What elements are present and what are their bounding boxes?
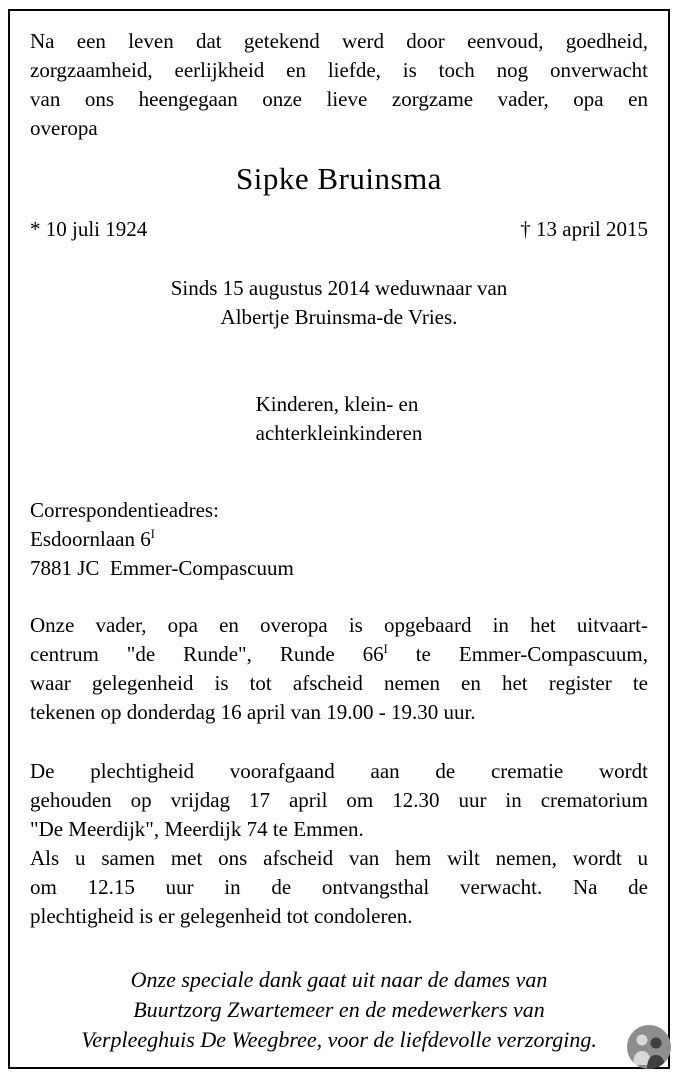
ceremony-line: om 12.15 uur in de ontvangsthal verwacht. Na de <box>30 875 648 899</box>
ceremony-line: gehouden op vrijdag 17 april om 12.30 uur in crematorium <box>30 788 648 812</box>
intro-paragraph <box>30 27 648 143</box>
correspondence-label: Correspondentieadres: <box>30 498 219 522</box>
intro-line: Na een leven dat getekend werd door eenvoud, goedheid, <box>30 29 648 53</box>
correspondence-postal: 7881 JC Emmer-Compascuum <box>30 556 294 580</box>
dates-row <box>30 215 648 244</box>
relatives-line: Kinderen, klein- en <box>255 392 419 416</box>
deceased-name: Sipke Bruinsma <box>236 161 442 196</box>
intro-line: zorgzaamheid, eerlijkheid en liefde, is toch nog onverwacht <box>30 58 648 82</box>
border-frame <box>8 9 670 1069</box>
ceremony-paragraph <box>30 757 648 931</box>
ceremony-line: Als u samen met ons afscheid van hem wilt nemen, wordt u <box>30 846 648 870</box>
relatives-line: achterkleinkinderen <box>255 421 423 445</box>
widower-line: Albertje Bruinsma-de Vries. <box>220 305 458 329</box>
widower-paragraph <box>30 274 648 332</box>
ceremony-line: plechtigheid is er gelegenheid tot condoleren. <box>30 904 413 928</box>
thanks-line: Buurtzorg Zwartemeer en de medewerkers van <box>133 997 545 1022</box>
house-number-superscript: I <box>150 527 155 541</box>
viewing-line: waar gelegenheid is tot afscheid nemen en het register te <box>30 671 648 695</box>
ceremony-line: De plechtigheid voorafgaand aan de crematie wordt <box>30 759 648 783</box>
death-date: † 13 april 2015 <box>520 217 648 241</box>
viewing-line: tekenen op donderdag 16 april van 19.00 - 19.30 uur. <box>30 700 476 724</box>
relatives-block <box>256 390 423 448</box>
people-silhouette-icon <box>627 1025 671 1069</box>
thanks-line: Verpleeghuis De Weegbree, voor de liefdevolle verzorging. <box>81 1027 597 1052</box>
house-number-superscript: I <box>383 642 388 656</box>
widower-line: Sinds 15 augustus 2014 weduwnaar van <box>170 276 508 300</box>
ceremony-line: "De Meerdijk", Meerdijk 74 te Emmen. <box>30 817 364 841</box>
intro-line: van ons heengegaan onze lieve zorgzame vader, opa en <box>30 87 648 111</box>
birth-date: * 10 juli 1924 <box>30 217 148 241</box>
viewing-line: centrum "de Runde", Runde $66^I$ te Emmer-Compascuum, <box>30 642 648 666</box>
viewing-paragraph <box>30 611 648 727</box>
viewing-line: Onze vader, opa en overopa is opgebaard in het uitvaart- <box>30 613 648 637</box>
relatives-section <box>30 390 648 448</box>
thanks-paragraph <box>30 965 648 1055</box>
thanks-line: Onze speciale dank gaat uit naar de dames van <box>130 967 548 992</box>
intro-line: overopa <box>30 116 98 140</box>
correspondence-address: Esdoornlaan $6^I$ <box>30 527 155 551</box>
correspondence-section <box>30 496 648 583</box>
